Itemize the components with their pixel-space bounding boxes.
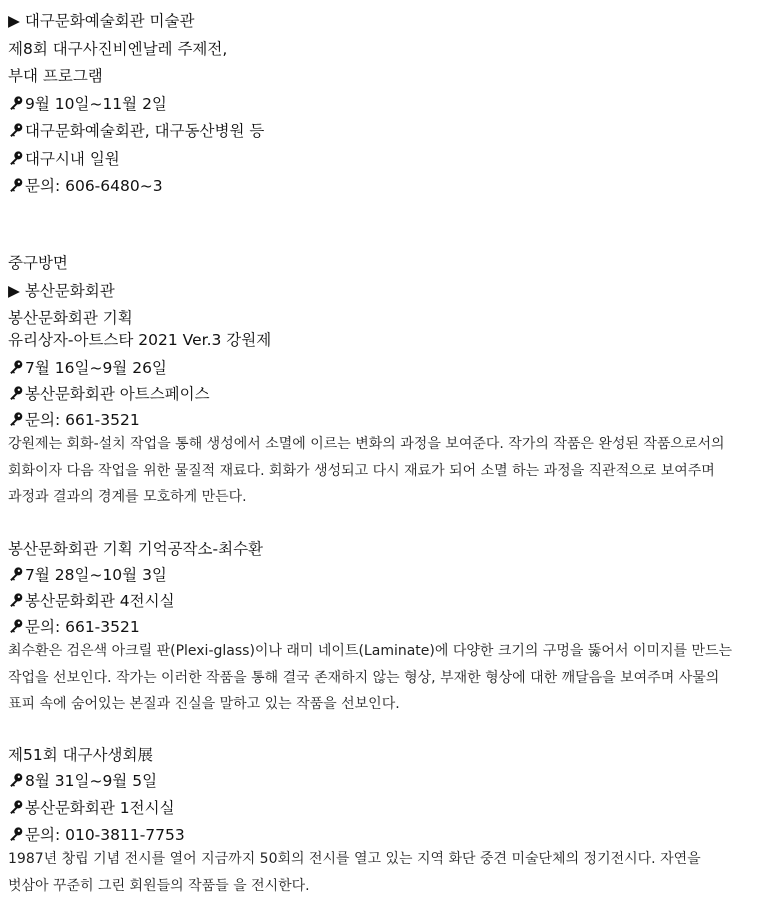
- event3-contact: [8, 822, 185, 848]
- event1-place: [8, 381, 210, 407]
- event-place: [8, 118, 264, 144]
- key-icon: [8, 177, 24, 193]
- event2-description: 최수환은 검은색 아크릴 판(Plexi-glass)이나 래미 네이트(Laminate)에 다양한 크기의 구멍을 뚫어서 이미지를 만드는 작업을 선보인다. 작가는 이러한 작품을 통해 결국 존재하지 않는 형상, 부재한 형상에 대한 깨달음을 보여주며 사물의 표피 속에 숨어있는 본질과 진실을 말하고 있는 작품을 선보인다.: [8, 643, 733, 712]
- event1-period-text: 7월 16일~9월 26일: [25, 359, 167, 377]
- event-place-text: 대구문화예술회관, 대구동산병원 등: [25, 122, 265, 140]
- event3-period: [8, 768, 157, 794]
- event-area-text: 대구시내 일원: [25, 150, 120, 168]
- key-icon: [8, 411, 24, 427]
- event3-place-text: 봉산문화회관 1전시실: [25, 799, 175, 817]
- event2-period-text: 7월 28일~10월 3일: [25, 566, 167, 584]
- key-icon: [8, 359, 24, 375]
- event-title-line1: 제8회 대구사진비엔날레 주제전,: [8, 40, 228, 58]
- event2-title: 봉산문화회관 기획 기억공작소-최수환: [8, 540, 264, 558]
- event1-place-text: 봉산문화회관 아트스페이스: [25, 385, 210, 403]
- event3-place: [8, 795, 175, 821]
- event1-period: [8, 355, 167, 381]
- key-icon: [8, 566, 24, 582]
- event2-contact-text: 문의: 661-3521: [25, 618, 140, 636]
- event3-title: 제51회 대구사생회展: [8, 746, 153, 764]
- event1-contact-text: 문의: 661-3521: [25, 411, 140, 429]
- event-contact: [8, 173, 163, 199]
- district-label: 중구방면: [8, 254, 68, 272]
- event-period-text: 9월 10일~11월 2일: [25, 95, 167, 113]
- key-icon: [8, 592, 24, 608]
- venue-heading-bongsan: ▶ 봉산문화회관: [8, 282, 115, 300]
- event-period: [8, 91, 167, 117]
- key-icon: [8, 772, 24, 788]
- venue-heading-daegu-arts-center: ▶ 대구문화예술회관 미술관: [8, 12, 195, 30]
- event-contact-text: 문의: 606-6480~3: [25, 177, 163, 195]
- event-title-line2: 부대 프로그램: [8, 67, 103, 85]
- key-icon: [8, 122, 24, 138]
- event3-description: 1987년 창립 기념 전시를 열어 지금까지 50회의 전시를 열고 있는 지역 화단 중견 미술단체의 정기전시다. 자연을 벗삼아 꾸준히 그린 회원들의 작품들 을 전시한다.: [8, 851, 701, 894]
- event3-period-text: 8월 31일~9월 5일: [25, 772, 158, 790]
- key-icon: [8, 150, 24, 166]
- event1-title-line2: 유리상자-아트스타 2021 Ver.3 강원제: [8, 331, 272, 349]
- key-icon: [8, 95, 24, 111]
- event2-period: [8, 562, 167, 588]
- key-icon: [8, 826, 24, 842]
- key-icon: [8, 618, 24, 634]
- event-area: [8, 146, 120, 172]
- event3-contact-text: 문의: 010-3811-7753: [25, 826, 185, 844]
- event1-contact: [8, 407, 140, 433]
- event1-title-line1: 봉산문화회관 기획: [8, 309, 133, 327]
- event2-contact: [8, 614, 140, 640]
- key-icon: [8, 385, 24, 401]
- event2-place-text: 봉산문화회관 4전시실: [25, 592, 175, 610]
- key-icon: [8, 799, 24, 815]
- event2-place: [8, 588, 175, 614]
- event1-description: 강원제는 회화-설치 작업을 통해 생성에서 소멸에 이르는 변화의 과정을 보여준다. 작가의 작품은 완성된 작품으로서의 회화이자 다음 작업을 위한 물질적 재료다. 회화가 생성되고 다시 재료가 되어 소멸 하는 과정을 직관적으로 보여주며 과정과 결과의 경계를 모호하게 만든다.: [8, 436, 725, 505]
